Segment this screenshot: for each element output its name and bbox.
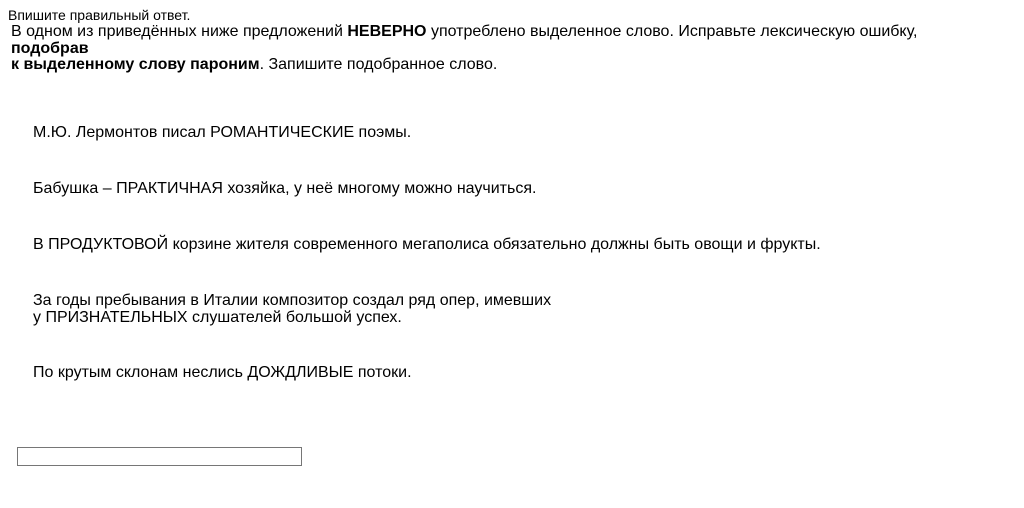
task-emphasis-incorrect: НЕВЕРНО <box>347 23 427 40</box>
task-line-2 <box>11 41 1001 58</box>
sentence-5-line-1: По крутым склонам неслись ДОЖДЛИВЫЕ потоки. <box>33 364 412 381</box>
sentence-1 <box>33 125 411 142</box>
sentence-3-line-1: В ПРОДУКТОВОЙ корзине жителя современного мегаполиса обязательно должны быть овощи и фрукты. <box>33 236 821 253</box>
task-text-part-3: . Запишите подобранное слово. <box>259 56 498 73</box>
sentence-3 <box>33 237 821 254</box>
prompt-text: Впишите правильный ответ. <box>8 7 191 23</box>
task-text-part-2: употреблено выделенное слово. Исправьте лексическую ошибку, <box>426 23 918 40</box>
sentence-4 <box>33 293 551 326</box>
task-line-1 <box>11 24 1001 41</box>
sentence-4-line-2: у ПРИЗНАТЕЛЬНЫХ слушателей большой успех. <box>33 308 402 326</box>
answer-input[interactable] <box>17 447 302 466</box>
sentence-1-line-1: М.Ю. Лермонтов писал РОМАНТИЧЕСКИЕ поэмы. <box>33 124 412 141</box>
task-line-3 <box>11 57 1001 74</box>
task-text-part-1: В одном из приведённых ниже предложений <box>11 23 348 40</box>
task-emphasis-select: подобрав <box>11 39 89 57</box>
sentence-2-line-1: Бабушка – ПРАКТИЧНАЯ хозяйка, у неё многому можно научиться. <box>33 180 537 197</box>
sentence-2 <box>33 181 536 198</box>
sentence-4-line-1: За годы пребывания в Италии композитор создал ряд опер, имевших <box>33 292 552 309</box>
task-instructions <box>11 24 1001 74</box>
task-emphasis-paronym: к выделенному слову пароним <box>11 56 260 73</box>
sentence-5 <box>33 365 412 382</box>
